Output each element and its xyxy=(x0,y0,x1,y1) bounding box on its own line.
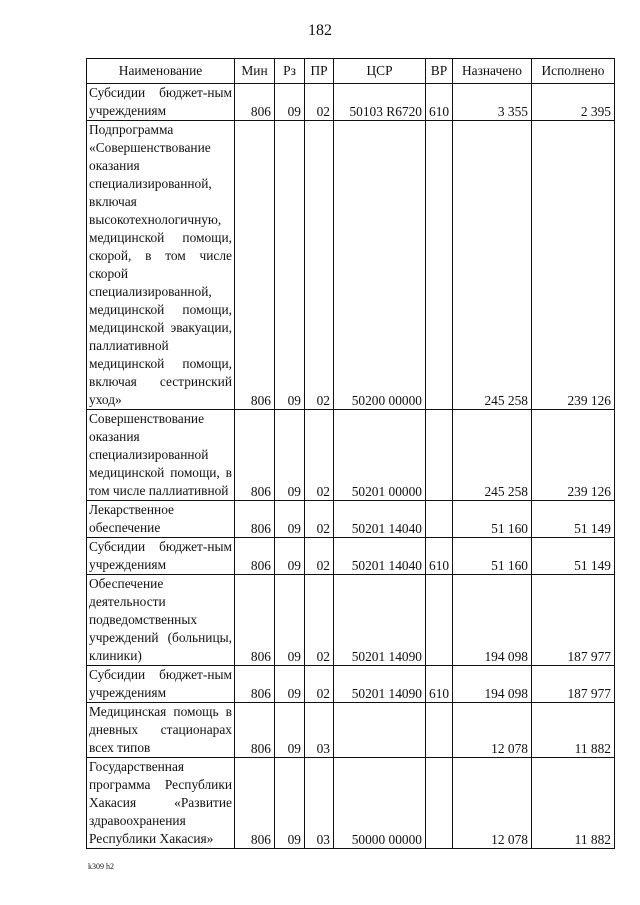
table-row xyxy=(87,758,615,849)
row-assigned: 245 258 xyxy=(453,121,532,410)
row-min: 806 xyxy=(235,501,275,538)
budget-table xyxy=(86,58,615,849)
row-name: Субсидии бюджет-ным учреждениям xyxy=(87,84,235,121)
footer-code: k309 h2 xyxy=(88,862,114,871)
row-pr: 03 xyxy=(305,758,334,849)
row-vr xyxy=(426,410,453,501)
row-name: Подпрограмма «Совершенствование оказания специализированной, включая высокотехнологичную, медицинской помощи, скорой, в том числе скорой специализированной, медицинской помощи, медицинской эвакуации, паллиативной медицинской помощи, включая сестринский уход» xyxy=(87,121,235,410)
row-csr: 50201 00000 xyxy=(334,410,426,501)
row-assigned: 194 098 xyxy=(453,575,532,666)
header-vr: ВР xyxy=(426,59,453,84)
row-executed: 11 882 xyxy=(532,758,615,849)
row-name: Лекарственное обеспечение xyxy=(87,501,235,538)
row-vr: 610 xyxy=(426,84,453,121)
row-vr xyxy=(426,703,453,758)
row-executed: 187 977 xyxy=(532,666,615,703)
row-assigned: 51 160 xyxy=(453,538,532,575)
row-assigned: 51 160 xyxy=(453,501,532,538)
header-assigned: Назначено xyxy=(453,59,532,84)
row-name: Обеспечение деятельности подведомственных учреждений (больницы, клиники) xyxy=(87,575,235,666)
row-assigned: 12 078 xyxy=(453,703,532,758)
table-header-row xyxy=(87,59,615,84)
row-min: 806 xyxy=(235,538,275,575)
header-min: Мин xyxy=(235,59,275,84)
row-vr: 610 xyxy=(426,666,453,703)
row-min: 806 xyxy=(235,84,275,121)
row-assigned: 3 355 xyxy=(453,84,532,121)
row-vr xyxy=(426,121,453,410)
row-name: Субсидии бюджет-ным учреждениям xyxy=(87,666,235,703)
table-row xyxy=(87,84,615,121)
row-csr: 50103 R6720 xyxy=(334,84,426,121)
row-pr: 02 xyxy=(305,575,334,666)
row-rz: 09 xyxy=(275,575,305,666)
row-executed: 2 395 xyxy=(532,84,615,121)
row-min: 806 xyxy=(235,758,275,849)
row-rz: 09 xyxy=(275,538,305,575)
row-executed: 51 149 xyxy=(532,538,615,575)
table-row xyxy=(87,538,615,575)
row-csr: 50000 00000 xyxy=(334,758,426,849)
row-executed: 11 882 xyxy=(532,703,615,758)
row-pr: 02 xyxy=(305,501,334,538)
row-executed: 51 149 xyxy=(532,501,615,538)
row-rz: 09 xyxy=(275,758,305,849)
row-assigned: 245 258 xyxy=(453,410,532,501)
table-row xyxy=(87,703,615,758)
row-vr xyxy=(426,501,453,538)
row-assigned: 12 078 xyxy=(453,758,532,849)
row-pr: 02 xyxy=(305,121,334,410)
header-pr: ПР xyxy=(305,59,334,84)
row-name: Государственная программа Республики Хакасия «Развитие здравоохранения Республики Хакасия» xyxy=(87,758,235,849)
row-vr: 610 xyxy=(426,538,453,575)
row-name: Совершенствование оказания специализированной медицинской помощи, в том числе паллиативной xyxy=(87,410,235,501)
row-csr: 50201 14040 xyxy=(334,501,426,538)
row-name: Медицинская помощь в дневных стационарах всех типов xyxy=(87,703,235,758)
row-csr: 50201 14090 xyxy=(334,666,426,703)
row-min: 806 xyxy=(235,666,275,703)
row-rz: 09 xyxy=(275,84,305,121)
row-rz: 09 xyxy=(275,410,305,501)
row-executed: 239 126 xyxy=(532,410,615,501)
header-csr: ЦСР xyxy=(334,59,426,84)
row-csr: 50201 14090 xyxy=(334,575,426,666)
row-assigned: 194 098 xyxy=(453,666,532,703)
row-name: Субсидии бюджет-ным учреждениям xyxy=(87,538,235,575)
header-executed: Исполнено xyxy=(532,59,615,84)
row-pr: 02 xyxy=(305,666,334,703)
row-min: 806 xyxy=(235,121,275,410)
row-vr xyxy=(426,758,453,849)
row-rz: 09 xyxy=(275,666,305,703)
row-pr: 02 xyxy=(305,84,334,121)
table-row xyxy=(87,666,615,703)
row-executed: 187 977 xyxy=(532,575,615,666)
row-csr xyxy=(334,703,426,758)
row-pr: 02 xyxy=(305,538,334,575)
row-rz: 09 xyxy=(275,501,305,538)
row-csr: 50200 00000 xyxy=(334,121,426,410)
row-csr: 50201 14040 xyxy=(334,538,426,575)
row-min: 806 xyxy=(235,575,275,666)
table-row xyxy=(87,575,615,666)
header-name: Наименование xyxy=(87,59,235,84)
table-row xyxy=(87,121,615,410)
row-rz: 09 xyxy=(275,121,305,410)
header-rz: Рз xyxy=(275,59,305,84)
row-min: 806 xyxy=(235,410,275,501)
row-rz: 09 xyxy=(275,703,305,758)
row-vr xyxy=(426,575,453,666)
table-row xyxy=(87,501,615,538)
row-min: 806 xyxy=(235,703,275,758)
page-number: 182 xyxy=(308,22,332,39)
row-pr: 03 xyxy=(305,703,334,758)
row-pr: 02 xyxy=(305,410,334,501)
row-executed: 239 126 xyxy=(532,121,615,410)
table-row xyxy=(87,410,615,501)
